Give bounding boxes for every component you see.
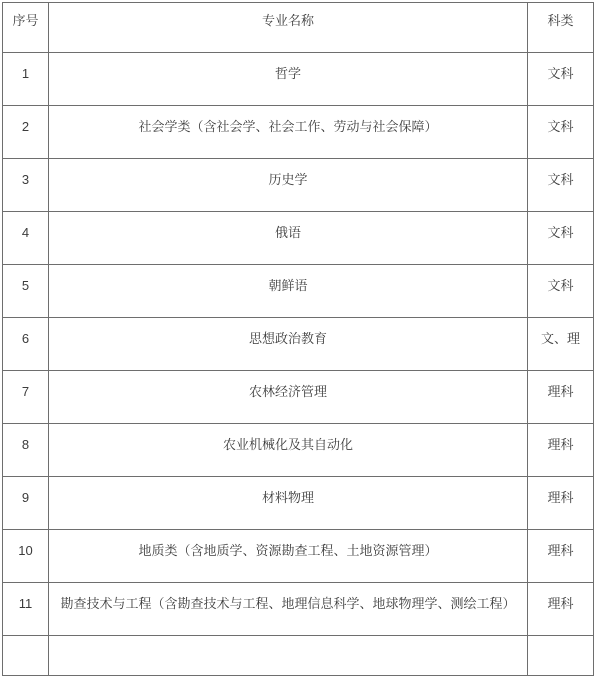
cell-major-name: 俄语 [49, 212, 528, 265]
table-row [3, 530, 594, 583]
cell-major-name: 哲学 [49, 53, 528, 106]
cell-major-name: 社会学类（含社会学、社会工作、劳动与社会保障） [49, 106, 528, 159]
cell-subject-category: 文科 [528, 159, 594, 212]
table-row [3, 371, 594, 424]
cell-serial-number: 4 [3, 212, 49, 265]
cell-major-name: 农业机械化及其自动化 [49, 424, 528, 477]
cell-major-name: 材料物理 [49, 477, 528, 530]
cell-major-name: 勘查技术与工程（含勘查技术与工程、地理信息科学、地球物理学、测绘工程） [49, 583, 528, 636]
cell-serial-number: 9 [3, 477, 49, 530]
cell-major-name [49, 636, 528, 676]
cell-subject-category: 文科 [528, 265, 594, 318]
cell-major-name: 思想政治教育 [49, 318, 528, 371]
cell-serial-number: 6 [3, 318, 49, 371]
table-row [3, 265, 594, 318]
cell-subject-category: 理科 [528, 477, 594, 530]
cell-major-name: 朝鲜语 [49, 265, 528, 318]
cell-serial-number: 10 [3, 530, 49, 583]
table-row [3, 583, 594, 636]
cell-serial-number: 5 [3, 265, 49, 318]
cell-serial-number: 2 [3, 106, 49, 159]
cell-major-name: 历史学 [49, 159, 528, 212]
cell-serial-number: 3 [3, 159, 49, 212]
cell-subject-category: 理科 [528, 371, 594, 424]
cell-subject-category: 文科 [528, 212, 594, 265]
cell-subject-category: 理科 [528, 583, 594, 636]
table-row [3, 424, 594, 477]
cell-serial-number: 1 [3, 53, 49, 106]
cell-subject-category: 文、理 [528, 318, 594, 371]
header-subject-category: 科类 [528, 3, 594, 53]
cell-subject-category: 文科 [528, 106, 594, 159]
cell-serial-number: 11 [3, 583, 49, 636]
cell-serial-number: 8 [3, 424, 49, 477]
cell-serial-number: 7 [3, 371, 49, 424]
cell-subject-category: 文科 [528, 53, 594, 106]
table-row [3, 53, 594, 106]
cell-major-name: 地质类（含地质学、资源勘查工程、土地资源管理） [49, 530, 528, 583]
cell-subject-category: 理科 [528, 424, 594, 477]
cell-serial-number [3, 636, 49, 676]
cell-major-name: 农林经济管理 [49, 371, 528, 424]
table-row-partial [3, 636, 594, 676]
table-row [3, 477, 594, 530]
cell-subject-category: 理科 [528, 530, 594, 583]
table-row [3, 212, 594, 265]
table-row [3, 318, 594, 371]
header-major-name: 专业名称 [49, 3, 528, 53]
table-row [3, 159, 594, 212]
cell-subject-category [528, 636, 594, 676]
table-header-row [3, 3, 594, 53]
header-serial-number: 序号 [3, 3, 49, 53]
table-row [3, 106, 594, 159]
majors-table [2, 2, 594, 676]
